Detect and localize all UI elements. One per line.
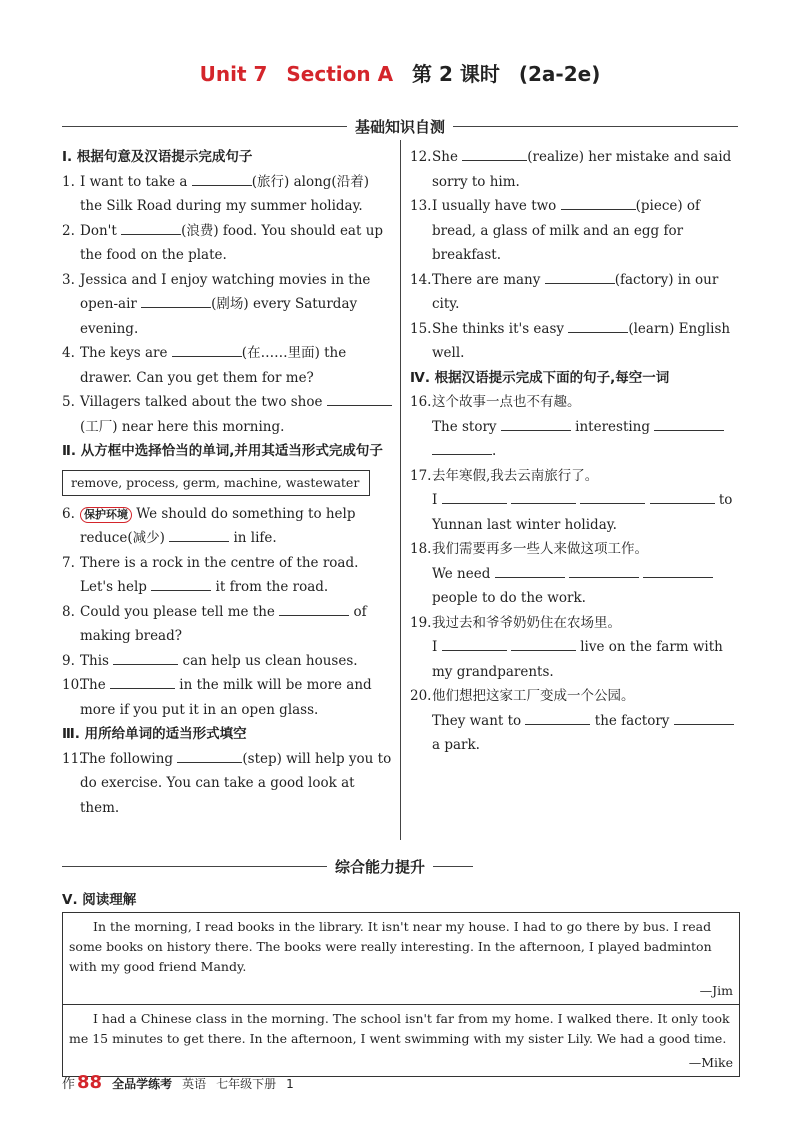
section-title: 基础知识自测	[355, 117, 446, 136]
part1-heading: Ⅰ. 根据句意及汉语提示完成句子	[62, 149, 253, 165]
page-title	[0, 58, 800, 87]
right-column	[410, 145, 740, 758]
passage-mike: I had a Chinese class in the morning. The school isn't far from my home. I walked there. It only took me 15 minutes to get there. In the afternoon, I went swimming with my sister Lily. We had a good time.	[69, 1011, 730, 1046]
answer-blank[interactable]	[121, 219, 181, 235]
section-label: Section A	[286, 62, 394, 86]
book-name: 全品学练考	[112, 1077, 173, 1091]
answer-blank[interactable]	[442, 488, 507, 504]
answer-blank[interactable]	[432, 439, 492, 455]
divider	[433, 866, 473, 867]
answer-blank[interactable]	[545, 268, 615, 284]
signature-jim: —Jim	[699, 983, 733, 998]
question-5: 5. Villagers talked about the two shoe (工厂) near here this morning.	[62, 390, 392, 439]
answer-blank[interactable]	[643, 562, 713, 578]
answer-blank[interactable]	[141, 292, 211, 308]
question-7: 7. There is a rock in the centre of the road. Let's help it from the road.	[62, 554, 359, 595]
answer-blank[interactable]	[495, 562, 565, 578]
divider	[453, 126, 738, 127]
column-divider	[400, 140, 401, 840]
answer-blank[interactable]	[568, 317, 628, 333]
part4-heading: Ⅳ. 根据汉语提示完成下面的句子,每空一词	[410, 369, 670, 386]
environment-tag: 保护环境	[80, 507, 132, 523]
question-2: 2. Don't (浪费) food. You should eat up the food on the plate.	[62, 219, 392, 268]
question-4: 4. The keys are (在……里面) the drawer. Can you get them for me?	[62, 341, 392, 390]
answer-blank[interactable]	[169, 526, 229, 542]
question-14: 14. There are many (factory) in our city.	[410, 268, 740, 317]
answer-blank[interactable]	[501, 415, 571, 431]
divider	[62, 866, 327, 867]
section-header-advanced	[62, 856, 738, 876]
grade: 七年级下册	[216, 1077, 277, 1091]
reading-box	[62, 912, 740, 1077]
footer-prefix: 作	[62, 1077, 76, 1092]
divider	[62, 126, 347, 127]
question-17: 17. 去年寒假,我去云南旅行了。 I to Yunnan last winter holiday.	[410, 467, 733, 533]
answer-blank[interactable]	[113, 649, 178, 665]
passage-jim: In the morning, I read books in the library. It isn't near my house. I had to go there by bus. I read some books on history there. The books were really interesting. In the afternoon, I played badminton with my good friend Mandy.	[69, 919, 712, 974]
answer-blank[interactable]	[674, 709, 734, 725]
question-16: 16. 这个故事一点也不有趣。 The story interesting .	[410, 390, 740, 464]
answer-blank[interactable]	[650, 488, 715, 504]
answer-blank[interactable]	[561, 194, 636, 210]
signature-mike: —Mike	[688, 1055, 733, 1070]
range-label: (2a-2e)	[518, 62, 601, 86]
answer-blank[interactable]	[151, 575, 211, 591]
answer-blank[interactable]	[177, 747, 242, 763]
answer-blank[interactable]	[110, 673, 175, 689]
question-8: 8. Could you please tell me the of making bread?	[62, 600, 392, 649]
answer-blank[interactable]	[442, 635, 507, 651]
left-column	[62, 145, 392, 820]
answer-blank[interactable]	[462, 145, 527, 161]
question-6: 6. 保护环境 We should do something to help reduce(减少) in life.	[62, 505, 356, 546]
question-15: 15. She thinks it's easy (learn) English well.	[410, 317, 740, 366]
word-box: remove, process, germ, machine, wastewater	[62, 470, 370, 496]
section-title: 综合能力提升	[335, 857, 426, 876]
question-1: 1. I want to take a (旅行) along(沿着) the Silk Road during my summer holiday.	[62, 170, 392, 219]
part2-heading: Ⅱ. 从方框中选择恰当的单词,并用其适当形式完成句子	[62, 443, 383, 459]
question-9: 9. This can help us clean houses.	[62, 649, 392, 674]
answer-blank[interactable]	[525, 709, 590, 725]
question-12: 12. She (realize) her mistake and said sorry to him.	[410, 145, 740, 194]
part3-heading: Ⅲ. 用所给单词的适当形式填空	[62, 726, 247, 742]
question-19: 19. 我过去和爷爷奶奶住在农场里。 I live on the farm with my grandparents.	[410, 614, 723, 680]
question-11: 11. The following (step) will help you to do exercise. You can take a good look at them.	[62, 747, 392, 821]
question-20: 20. 他们想把这家工厂变成一个公园。 They want to the factory a park.	[410, 684, 740, 758]
question-18: 18. 我们需要再多一些人来做这项工作。 We need people to do the work.	[410, 537, 740, 611]
page-footer	[62, 1072, 294, 1093]
answer-blank[interactable]	[279, 600, 349, 616]
page-number: 88	[77, 1072, 103, 1093]
question-13: 13. I usually have two (piece) of bread, a glass of milk and an egg for breakfast.	[410, 194, 740, 268]
lesson-label: 第 2 课时	[412, 62, 500, 86]
answer-blank[interactable]	[511, 635, 576, 651]
answer-blank[interactable]	[654, 415, 724, 431]
section-header-basic	[62, 116, 738, 136]
answer-blank[interactable]	[569, 562, 639, 578]
answer-blank[interactable]	[327, 390, 392, 406]
question-10: 10. The in the milk will be more and more if you put it in an open glass.	[62, 673, 392, 722]
unit-label: Unit 7	[199, 62, 268, 86]
volume-number: 1	[286, 1077, 294, 1091]
subject: 英语	[182, 1077, 207, 1091]
answer-blank[interactable]	[172, 341, 242, 357]
question-3: 3. Jessica and I enjoy watching movies in the open-air (剧场) every Saturday evening.	[62, 271, 371, 337]
part5-heading: Ⅴ. 阅读理解	[62, 892, 137, 908]
answer-blank[interactable]	[192, 170, 252, 186]
answer-blank[interactable]	[511, 488, 576, 504]
answer-blank[interactable]	[580, 488, 645, 504]
